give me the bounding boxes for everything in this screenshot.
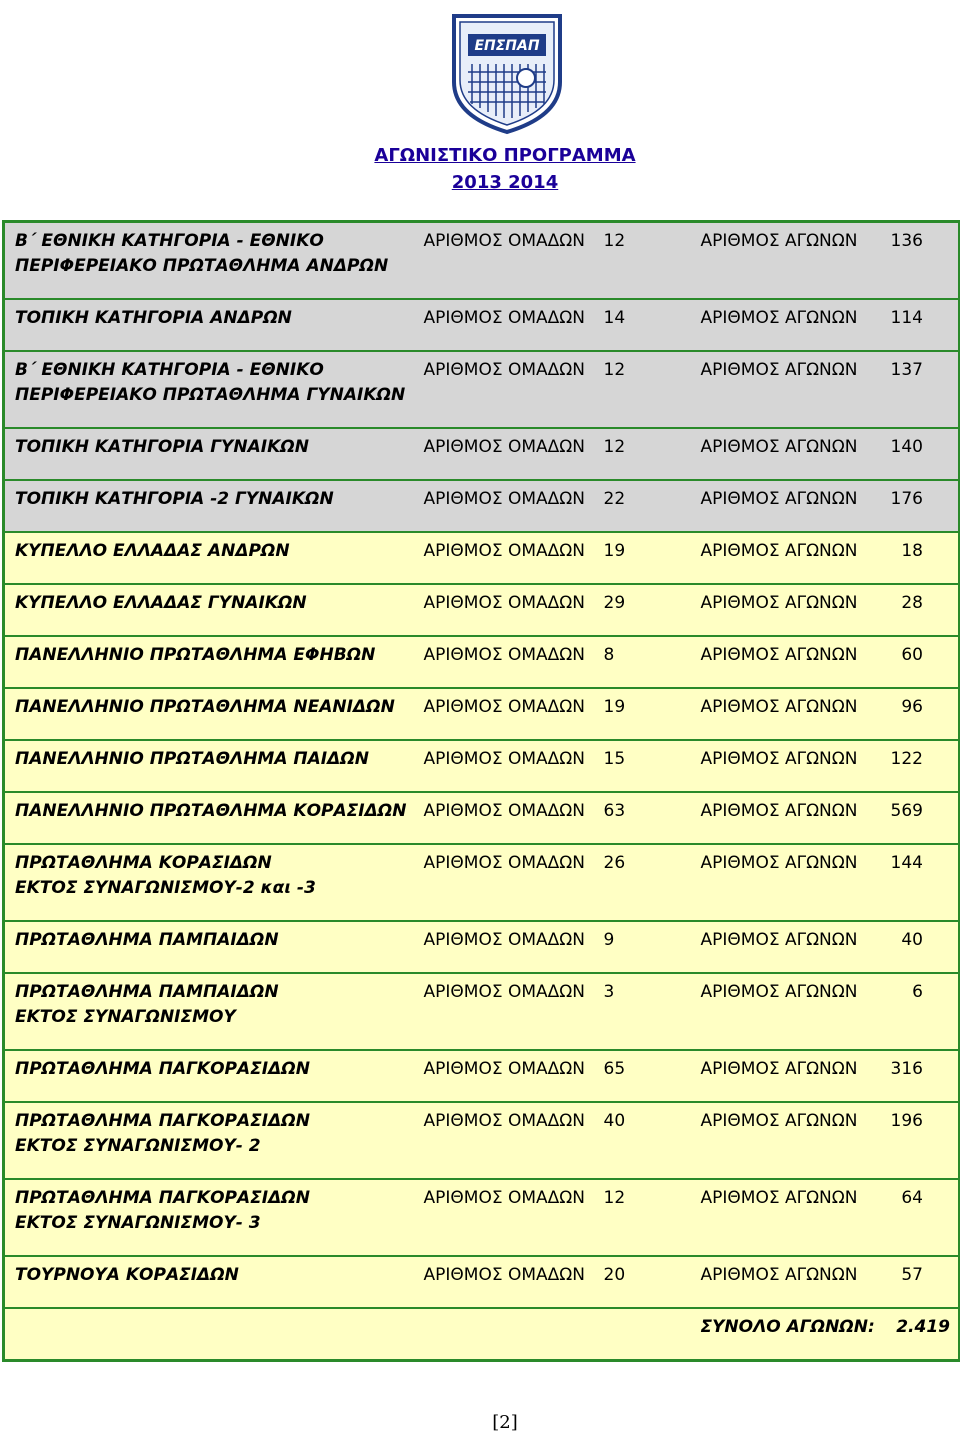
games-cell: [701, 299, 960, 351]
games-count: 6: [912, 982, 923, 1002]
games-cell: [701, 740, 960, 792]
teams-cell: [424, 428, 701, 480]
schedule-table: [2, 220, 960, 1362]
teams-cell: [424, 1050, 701, 1102]
games-cell: [701, 351, 960, 428]
teams-count: 26: [603, 853, 626, 873]
table-row: [4, 688, 960, 740]
teams-label: ΑΡΙΘΜΟΣ ΟΜΑΔΩΝ: [423, 231, 585, 251]
category-line1: ΤΟΥΡΝΟΥΑ ΚΟΡΑΣΙΔΩΝ: [15, 1265, 239, 1285]
teams-cell: [424, 844, 701, 921]
teams-label: ΑΡΙΘΜΟΣ ΟΜΑΔΩΝ: [423, 360, 585, 380]
category-name: [4, 1256, 424, 1308]
teams-cell: [424, 792, 701, 844]
teams-cell: [424, 1256, 701, 1308]
teams-count: 12: [603, 437, 626, 457]
category-name: [4, 740, 424, 792]
teams-cell: [424, 1102, 701, 1179]
category-line1: ΠΡΩΤΑΘΛΗΜΑ ΠΑΓΚΟΡΑΣΙΔΩΝ: [15, 1111, 310, 1131]
page-number: [2]: [492, 1412, 518, 1433]
category-line1: ΤΟΠΙΚΗ ΚΑΤΗΓΟΡΙΑ ΑΝΔΡΩΝ: [15, 308, 292, 328]
games-count: 136: [890, 231, 923, 251]
total-label: ΣΥΝΟΛΟ ΑΓΩΝΩΝ:: [700, 1317, 875, 1337]
teams-cell: [424, 351, 701, 428]
table-row: [4, 299, 960, 351]
table-row: [4, 792, 960, 844]
category-name: [4, 1102, 424, 1179]
teams-label: ΑΡΙΘΜΟΣ ΟΜΑΔΩΝ: [423, 801, 585, 821]
teams-count: 14: [603, 308, 626, 328]
games-cell: [701, 792, 960, 844]
teams-count: 12: [603, 231, 626, 251]
games-cell: [701, 1256, 960, 1308]
category-line2: ΕΚΤΟΣ ΣΥΝΑΓΩΝΙΣΜΟΥ: [15, 1007, 236, 1027]
season-title: 2013 2014: [451, 172, 559, 193]
category-line1: ΠΡΩΤΑΘΛΗΜΑ ΠΑΓΚΟΡΑΣΙΔΩΝ: [15, 1188, 310, 1208]
table-row: [4, 480, 960, 532]
teams-label: ΑΡΙΘΜΟΣ ΟΜΑΔΩΝ: [423, 541, 585, 561]
category-name: [4, 351, 424, 428]
category-line1: ΠΑΝΕΛΛΗΝΙΟ ΠΡΩΤΑΘΛΗΜΑ ΚΟΡΑΣΙΔΩΝ: [15, 801, 407, 821]
games-cell: [701, 1102, 960, 1179]
page-title: ΑΓΩΝΙΣΤΙΚΟ ΠΡΟΓΡΑΜΜΑ: [374, 145, 636, 166]
games-label: ΑΡΙΘΜΟΣ ΑΓΩΝΩΝ: [700, 982, 858, 1002]
teams-count: 29: [603, 593, 626, 613]
table-row: [4, 1256, 960, 1308]
category-name: [4, 921, 424, 973]
games-count: 28: [901, 593, 923, 613]
teams-count: 40: [603, 1111, 626, 1131]
category-line2: ΠΕΡΙΦΕΡΕΙΑΚΟ ΠΡΩΤΑΘΛΗΜΑ ΑΝΔΡΩΝ: [15, 256, 389, 276]
category-line1: ΠΡΩΤΑΘΛΗΜΑ ΠΑΓΚΟΡΑΣΙΔΩΝ: [15, 1059, 310, 1079]
svg-text:ΕΠΣΠΑΠ: ΕΠΣΠΑΠ: [474, 38, 540, 54]
games-count: 144: [890, 853, 923, 873]
games-cell: [701, 584, 960, 636]
category-line1: ΚΥΠΕΛΛΟ ΕΛΛΑΔΑΣ ΓΥΝΑΙΚΩΝ: [15, 593, 307, 613]
category-name: [4, 299, 424, 351]
category-name: [4, 532, 424, 584]
table-row: [4, 973, 960, 1050]
games-cell: [701, 688, 960, 740]
games-label: ΑΡΙΘΜΟΣ ΑΓΩΝΩΝ: [700, 231, 858, 251]
total-value: 2.419: [896, 1317, 950, 1337]
teams-label: ΑΡΙΘΜΟΣ ΟΜΑΔΩΝ: [423, 593, 585, 613]
teams-count: 12: [603, 1188, 626, 1208]
games-count: 114: [890, 308, 923, 328]
games-count: 140: [890, 437, 923, 457]
table-row: [4, 921, 960, 973]
games-count: 137: [890, 360, 923, 380]
table-row: [4, 532, 960, 584]
games-count: 18: [901, 541, 923, 561]
games-count: 96: [901, 697, 923, 717]
teams-cell: [424, 636, 701, 688]
teams-cell: [424, 299, 701, 351]
total-row: [4, 1308, 960, 1361]
games-label: ΑΡΙΘΜΟΣ ΑΓΩΝΩΝ: [700, 1111, 858, 1131]
teams-count: 19: [603, 697, 626, 717]
teams-count: 15: [603, 749, 626, 769]
teams-count: 65: [603, 1059, 626, 1079]
teams-cell: [424, 584, 701, 636]
teams-label: ΑΡΙΘΜΟΣ ΟΜΑΔΩΝ: [423, 1265, 585, 1285]
teams-cell: [424, 222, 701, 300]
category-name: [4, 1179, 424, 1256]
games-cell: [701, 921, 960, 973]
teams-label: ΑΡΙΘΜΟΣ ΟΜΑΔΩΝ: [423, 1059, 585, 1079]
category-line1: ΠΡΩΤΑΘΛΗΜΑ ΚΟΡΑΣΙΔΩΝ: [15, 853, 272, 873]
games-cell: [701, 1050, 960, 1102]
teams-cell: [424, 921, 701, 973]
table-row: [4, 844, 960, 921]
teams-label: ΑΡΙΘΜΟΣ ΟΜΑΔΩΝ: [423, 1111, 585, 1131]
games-cell: [701, 1179, 960, 1256]
category-name: [4, 584, 424, 636]
federation-logo: [450, 12, 564, 136]
teams-count: 3: [603, 982, 615, 1002]
category-name: [4, 428, 424, 480]
teams-count: 19: [603, 541, 626, 561]
teams-label: ΑΡΙΘΜΟΣ ΟΜΑΔΩΝ: [423, 930, 585, 950]
games-cell: [701, 428, 960, 480]
games-label: ΑΡΙΘΜΟΣ ΑΓΩΝΩΝ: [700, 645, 858, 665]
games-count: 122: [890, 749, 923, 769]
teams-label: ΑΡΙΘΜΟΣ ΟΜΑΔΩΝ: [423, 437, 585, 457]
games-count: 64: [901, 1188, 923, 1208]
games-label: ΑΡΙΘΜΟΣ ΑΓΩΝΩΝ: [700, 749, 858, 769]
games-count: 176: [890, 489, 923, 509]
category-line1: ΠΑΝΕΛΛΗΝΙΟ ΠΡΩΤΑΘΛΗΜΑ ΝΕΑΝΙΔΩΝ: [15, 697, 395, 717]
teams-count: 9: [603, 930, 615, 950]
table-row: [4, 428, 960, 480]
table-row: [4, 1179, 960, 1256]
category-name: [4, 973, 424, 1050]
teams-label: ΑΡΙΘΜΟΣ ΟΜΑΔΩΝ: [423, 697, 585, 717]
games-label: ΑΡΙΘΜΟΣ ΑΓΩΝΩΝ: [700, 437, 858, 457]
category-line1: Β΄ ΕΘΝΙΚΗ ΚΑΤΗΓΟΡΙΑ - ΕΘΝΙΚΟ: [15, 360, 324, 380]
games-cell: [701, 844, 960, 921]
games-label: ΑΡΙΘΜΟΣ ΑΓΩΝΩΝ: [700, 308, 858, 328]
category-name: [4, 688, 424, 740]
table-row: [4, 740, 960, 792]
teams-label: ΑΡΙΘΜΟΣ ΟΜΑΔΩΝ: [423, 308, 585, 328]
category-line2: ΠΕΡΙΦΕΡΕΙΑΚΟ ΠΡΩΤΑΘΛΗΜΑ ΓΥΝΑΙΚΩΝ: [15, 385, 406, 405]
category-line1: ΚΥΠΕΛΛΟ ΕΛΛΑΔΑΣ ΑΝΔΡΩΝ: [15, 541, 290, 561]
teams-cell: [424, 1179, 701, 1256]
teams-cell: [424, 973, 701, 1050]
table-row: [4, 1050, 960, 1102]
games-count: 196: [890, 1111, 923, 1131]
teams-count: 20: [603, 1265, 626, 1285]
games-label: ΑΡΙΘΜΟΣ ΑΓΩΝΩΝ: [700, 801, 858, 821]
games-label: ΑΡΙΘΜΟΣ ΑΓΩΝΩΝ: [700, 593, 858, 613]
category-line1: ΠΑΝΕΛΛΗΝΙΟ ΠΡΩΤΑΘΛΗΜΑ ΕΦΗΒΩΝ: [15, 645, 376, 665]
table-row: [4, 584, 960, 636]
games-label: ΑΡΙΘΜΟΣ ΑΓΩΝΩΝ: [700, 1265, 858, 1285]
games-label: ΑΡΙΘΜΟΣ ΑΓΩΝΩΝ: [700, 853, 858, 873]
category-line1: ΠΡΩΤΑΘΛΗΜΑ ΠΑΜΠΑΙΔΩΝ: [15, 930, 279, 950]
teams-count: 22: [603, 489, 626, 509]
category-name: [4, 636, 424, 688]
games-count: 40: [901, 930, 923, 950]
table-row: [4, 636, 960, 688]
games-label: ΑΡΙΘΜΟΣ ΑΓΩΝΩΝ: [700, 697, 858, 717]
category-name: [4, 222, 424, 300]
category-line1: Β΄ ΕΘΝΙΚΗ ΚΑΤΗΓΟΡΙΑ - ΕΘΝΙΚΟ: [15, 231, 324, 251]
games-count: 316: [890, 1059, 923, 1079]
table-row: [4, 351, 960, 428]
games-cell: [701, 222, 960, 300]
games-label: ΑΡΙΘΜΟΣ ΑΓΩΝΩΝ: [700, 360, 858, 380]
category-line1: ΤΟΠΙΚΗ ΚΑΤΗΓΟΡΙΑ ΓΥΝΑΙΚΩΝ: [15, 437, 309, 457]
category-name: [4, 1050, 424, 1102]
games-cell: [701, 480, 960, 532]
category-name: [4, 844, 424, 921]
teams-cell: [424, 688, 701, 740]
category-line1: ΠΡΩΤΑΘΛΗΜΑ ΠΑΜΠΑΙΔΩΝ: [15, 982, 279, 1002]
teams-cell: [424, 532, 701, 584]
teams-label: ΑΡΙΘΜΟΣ ΟΜΑΔΩΝ: [423, 982, 585, 1002]
teams-label: ΑΡΙΘΜΟΣ ΟΜΑΔΩΝ: [423, 1188, 585, 1208]
teams-count: 8: [603, 645, 615, 665]
teams-count: 12: [603, 360, 626, 380]
teams-label: ΑΡΙΘΜΟΣ ΟΜΑΔΩΝ: [423, 749, 585, 769]
table-row: [4, 222, 960, 300]
games-cell: [701, 973, 960, 1050]
games-label: ΑΡΙΘΜΟΣ ΑΓΩΝΩΝ: [700, 930, 858, 950]
category-line2: ΕΚΤΟΣ ΣΥΝΑΓΩΝΙΣΜΟΥ- 3: [15, 1213, 261, 1233]
category-line1: ΠΑΝΕΛΛΗΝΙΟ ΠΡΩΤΑΘΛΗΜΑ ΠΑΙΔΩΝ: [15, 749, 369, 769]
games-count: 569: [890, 801, 923, 821]
table-row: [4, 1102, 960, 1179]
teams-cell: [424, 480, 701, 532]
teams-count: 63: [603, 801, 626, 821]
category-line2: ΕΚΤΟΣ ΣΥΝΑΓΩΝΙΣΜΟΥ- 2: [15, 1136, 261, 1156]
games-cell: [701, 636, 960, 688]
games-label: ΑΡΙΘΜΟΣ ΑΓΩΝΩΝ: [700, 489, 858, 509]
category-line2: ΕΚΤΟΣ ΣΥΝΑΓΩΝΙΣΜΟΥ-2 και -3: [15, 878, 316, 898]
games-label: ΑΡΙΘΜΟΣ ΑΓΩΝΩΝ: [700, 1059, 858, 1079]
category-line1: ΤΟΠΙΚΗ ΚΑΤΗΓΟΡΙΑ -2 ΓΥΝΑΙΚΩΝ: [15, 489, 334, 509]
teams-label: ΑΡΙΘΜΟΣ ΟΜΑΔΩΝ: [423, 645, 585, 665]
games-cell: [701, 532, 960, 584]
games-label: ΑΡΙΘΜΟΣ ΑΓΩΝΩΝ: [700, 1188, 858, 1208]
teams-label: ΑΡΙΘΜΟΣ ΟΜΑΔΩΝ: [423, 489, 585, 509]
category-name: [4, 792, 424, 844]
category-name: [4, 480, 424, 532]
games-count: 60: [901, 645, 923, 665]
teams-cell: [424, 740, 701, 792]
teams-label: ΑΡΙΘΜΟΣ ΟΜΑΔΩΝ: [423, 853, 585, 873]
games-label: ΑΡΙΘΜΟΣ ΑΓΩΝΩΝ: [700, 541, 858, 561]
games-count: 57: [901, 1265, 923, 1285]
